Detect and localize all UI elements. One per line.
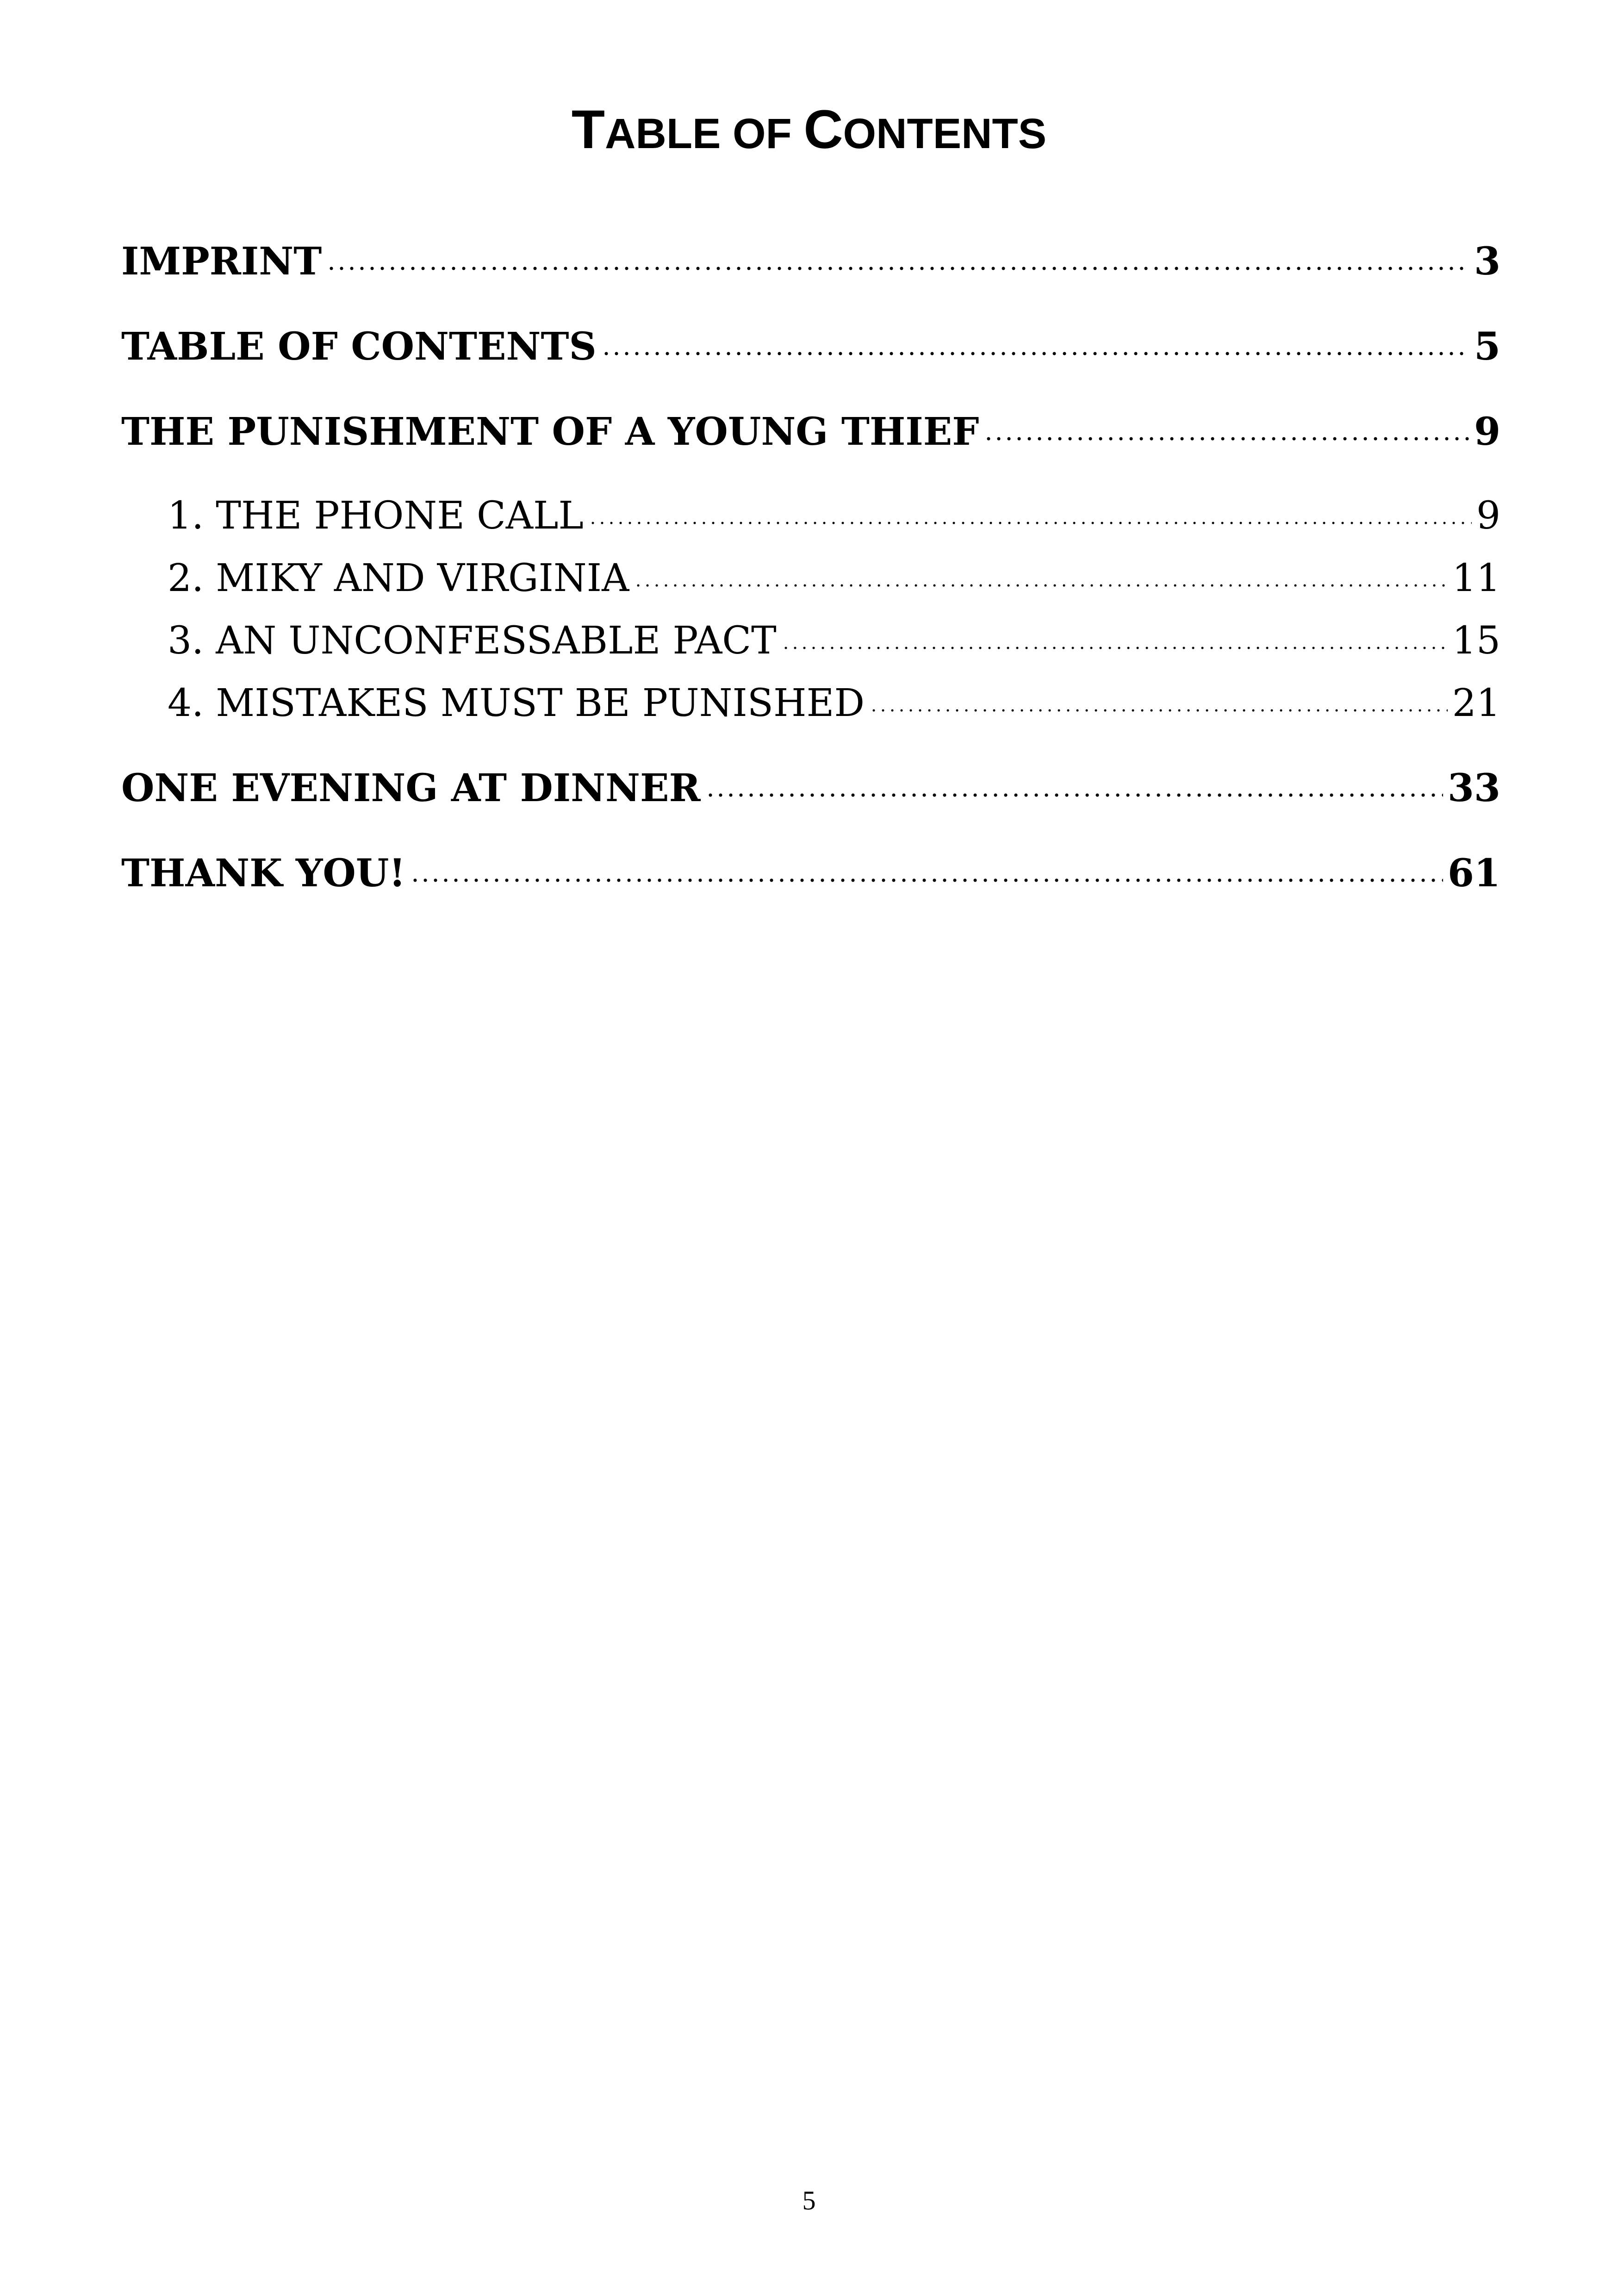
dot-leader [869, 678, 1448, 716]
toc-entry-imprint[interactable] [121, 236, 1500, 287]
dot-leader [410, 848, 1443, 886]
toc-entry-page: 3 [1474, 239, 1500, 284]
toc-entry-label: 2. MIKY AND VIRGINIA [168, 556, 629, 600]
title-text-2: ONTENTS [843, 110, 1047, 157]
toc-entry-table-of-contents[interactable] [121, 321, 1500, 372]
dot-leader [634, 553, 1447, 591]
toc-entry-page: 5 [1474, 324, 1500, 369]
toc-entry-unconfessable-pact[interactable] [168, 616, 1500, 666]
page-number: 5 [802, 2185, 816, 2215]
dot-leader [781, 616, 1448, 653]
toc-entry-label: THE PUNISHMENT OF A YOUNG THIEF [121, 410, 979, 454]
toc-entry-page: 9 [1474, 410, 1500, 454]
toc-entry-page: 61 [1447, 851, 1500, 896]
dot-leader [983, 407, 1469, 445]
dot-leader [601, 322, 1469, 360]
title-letter-1: T [571, 99, 605, 160]
toc-entry-label: ONE EVENING AT DINNER [121, 766, 701, 810]
dot-leader [705, 763, 1443, 801]
toc-entry-page: 15 [1452, 619, 1500, 663]
toc-entry-thank-you[interactable] [121, 848, 1500, 899]
toc-entry-evening-at-dinner[interactable] [121, 763, 1500, 814]
title-text-1: ABLE OF [604, 110, 804, 157]
toc-entry-label: IMPRINT [121, 239, 322, 284]
toc-entry-page: 9 [1476, 494, 1500, 538]
toc-entry-page: 21 [1452, 681, 1500, 725]
toc-entry-label: TABLE OF CONTENTS [121, 324, 597, 369]
toc-entry-label: 4. MISTAKES MUST BE PUNISHED [168, 681, 865, 725]
toc-entry-label: 1. THE PHONE CALL [168, 494, 584, 538]
toc-entry-page: 11 [1452, 556, 1500, 600]
toc-entry-label: 3. AN UNCONFESSABLE PACT [168, 619, 777, 663]
toc-entry-label: THANK YOU! [121, 851, 406, 896]
toc-entry-page: 33 [1447, 766, 1500, 810]
dot-leader [588, 491, 1472, 529]
toc-entry-phone-call[interactable] [168, 491, 1500, 541]
title-letter-2: C [803, 99, 843, 160]
toc-entry-mistakes-punished[interactable] [168, 678, 1500, 729]
toc-entry-miky-and-virginia[interactable] [168, 553, 1500, 604]
dot-leader [326, 236, 1469, 274]
table-of-contents [121, 0, 1500, 926]
toc-entry-punishment-young-thief[interactable] [121, 406, 1500, 457]
